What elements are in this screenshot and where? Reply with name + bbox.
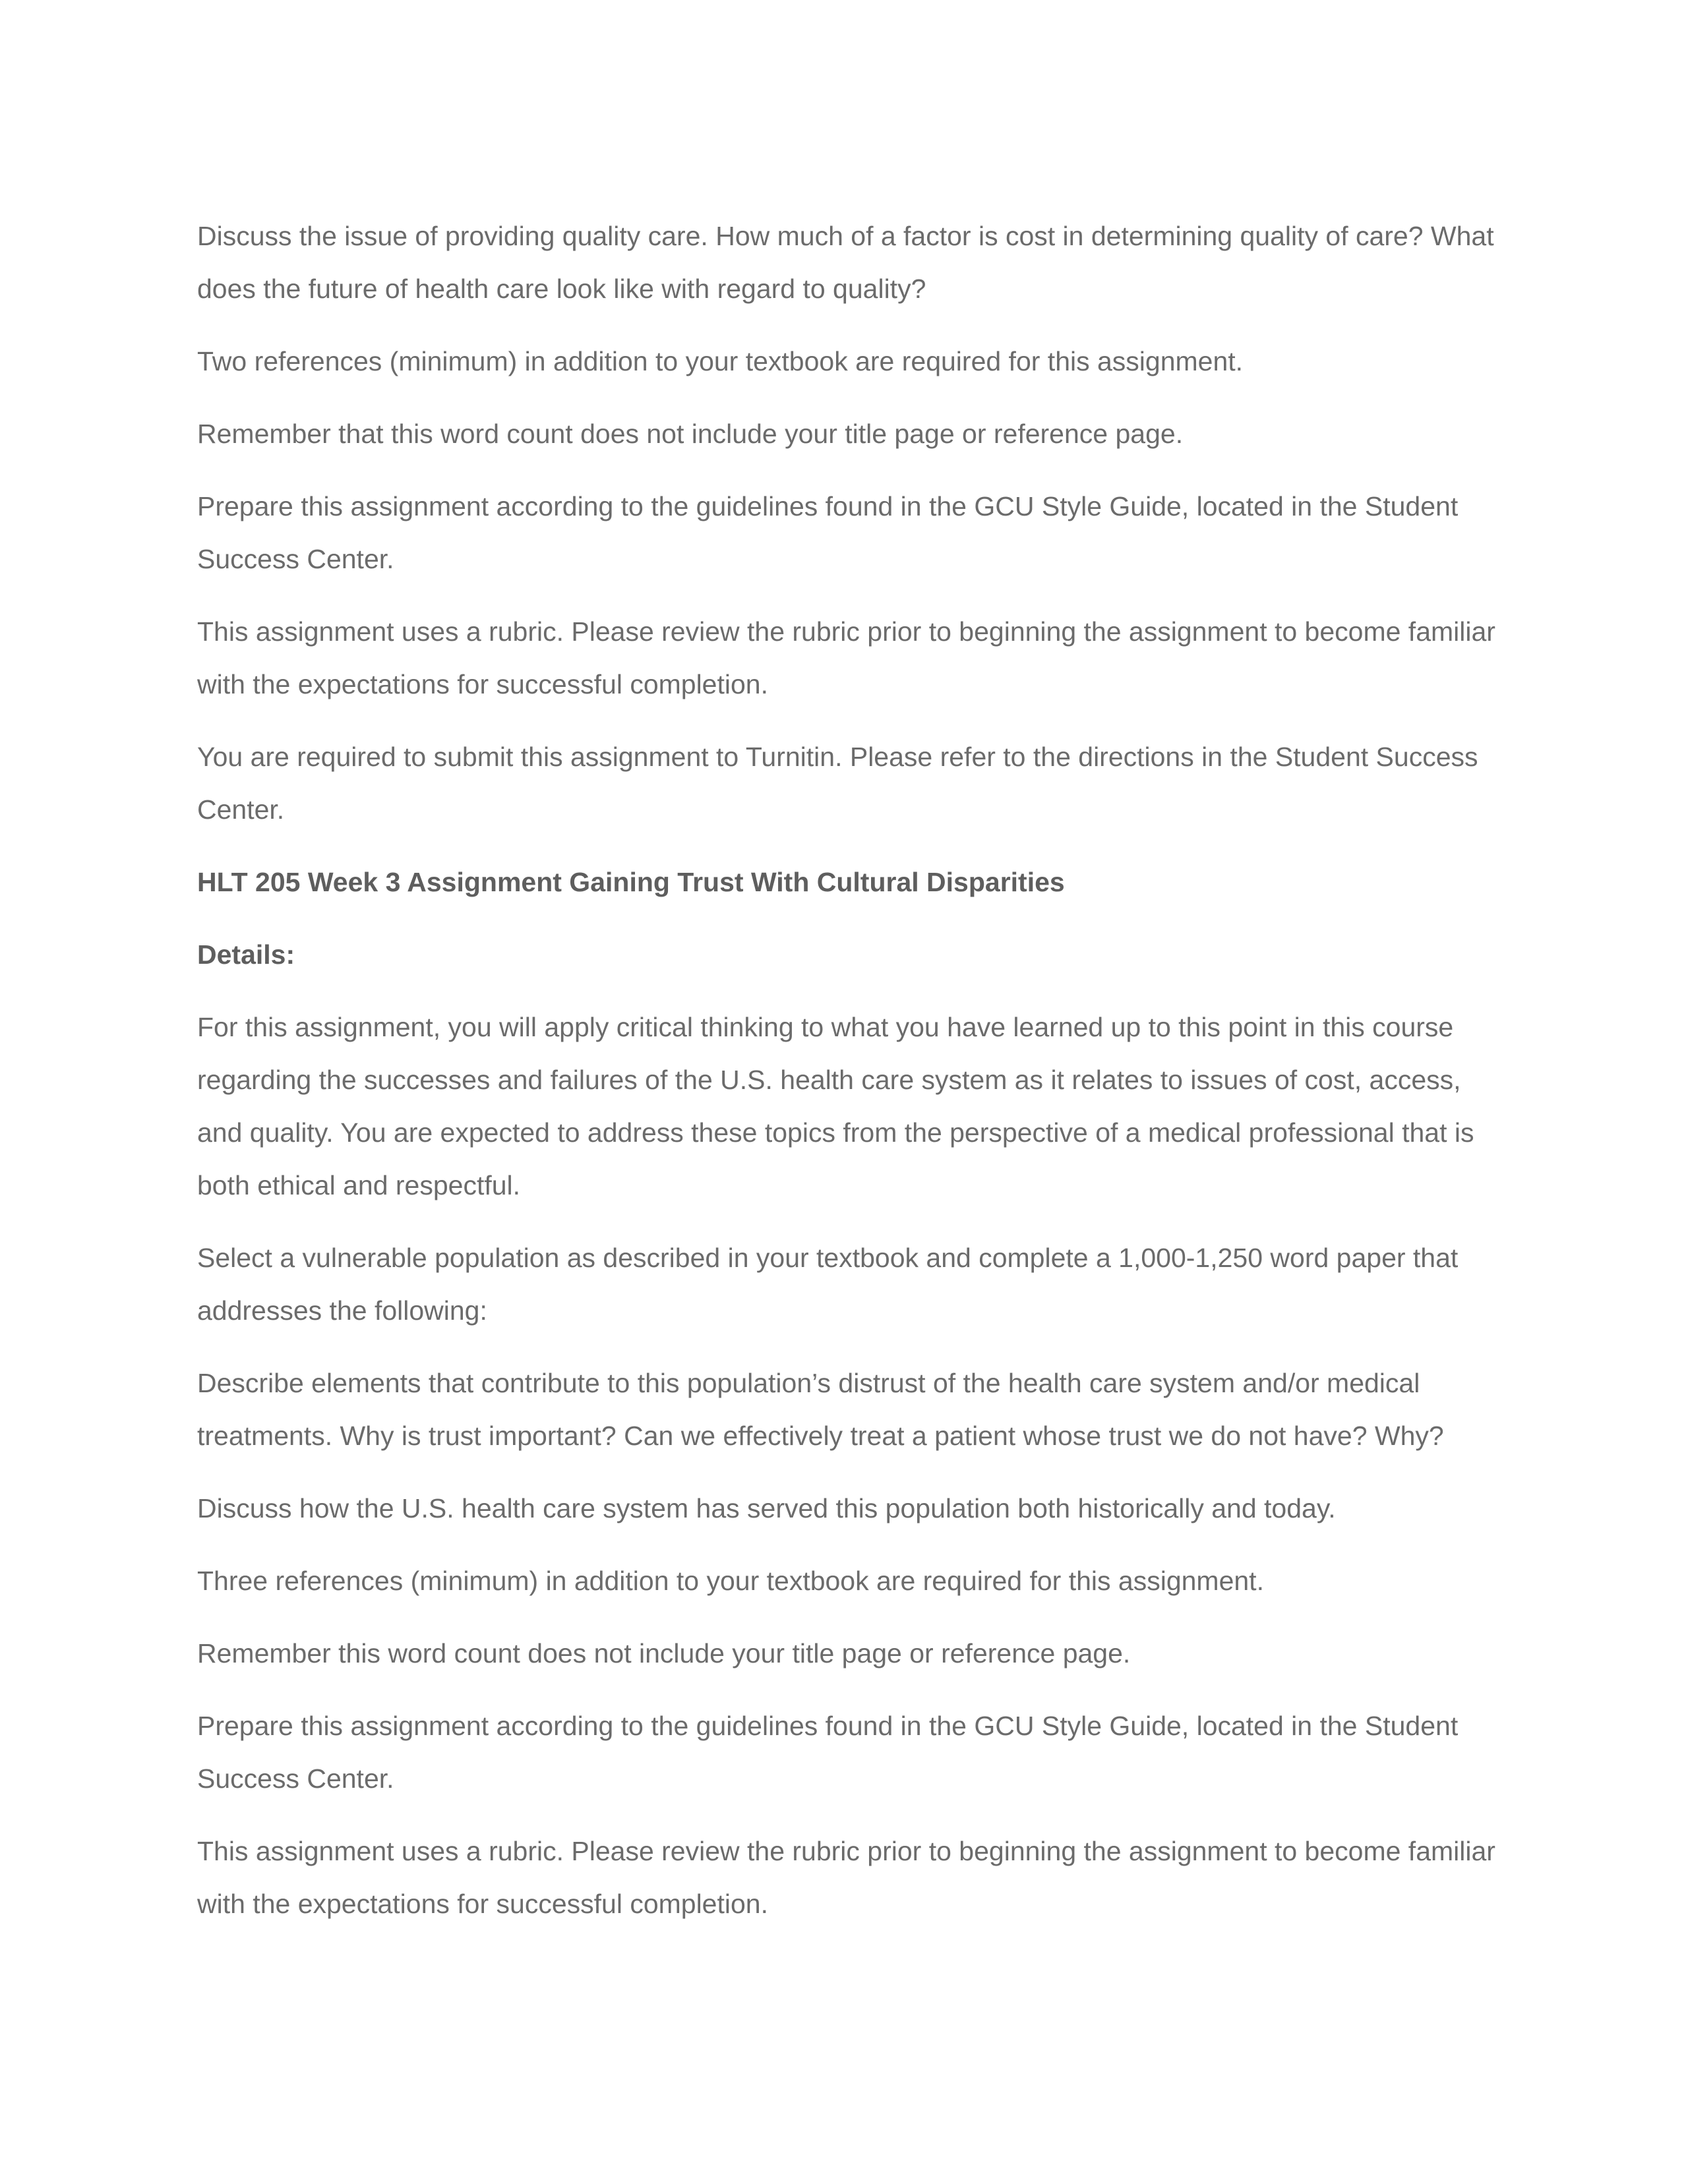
document-body (197, 210, 1503, 1950)
paragraph-vulnerable-population: Select a vulnerable population as described in your textbook and complete a 1,000-1,250 word paper that addresses the following: (197, 1243, 1459, 1326)
paragraph-quality-care: Discuss the issue of providing quality care. How much of a factor is cost in determining quality of care? What does the future of health care look like with regard to quality? (197, 221, 1494, 304)
assignment-heading: HLT 205 Week 3 Assignment Gaining Trust With Cultural Disparities (197, 867, 1065, 897)
details-heading: Details: (197, 939, 295, 970)
paragraph-references-two: Two references (minimum) in addition to your textbook are required for this assignment. (197, 346, 1244, 376)
paragraph-historical-service: Discuss how the U.S. health care system has served this population both historically and today. (197, 1493, 1336, 1523)
paragraph-style-guide-2: Prepare this assignment according to the guidelines found in the GCU Style Guide, located in the Student Success Center. (197, 1711, 1459, 1794)
paragraph-rubric: This assignment uses a rubric. Please review the rubric prior to beginning the assignment to become familiar with the expectations for successful completion. (197, 616, 1495, 699)
paragraph-rubric-2: This assignment uses a rubric. Please review the rubric prior to beginning the assignment to become familiar with the expectations for successful completion. (197, 1836, 1495, 1919)
paragraph-turnitin: You are required to submit this assignment to Turnitin. Please refer to the directions in the Student Success Center. (197, 742, 1478, 825)
paragraph-word-count-note: Remember that this word count does not include your title page or reference page. (197, 419, 1184, 449)
paragraph-word-count-reminder: Remember this word count does not include your title page or reference page. (197, 1638, 1131, 1668)
paragraph-distrust: Describe elements that contribute to this population’s distrust of the health care system and/or medical treatments. Why is trust important? Can we effectively treat a patient whose trust we do not have? Why? (197, 1368, 1444, 1451)
paragraph-style-guide: Prepare this assignment according to the guidelines found in the GCU Style Guide, located in the Student Success Center. (197, 491, 1459, 574)
paragraph-references-three: Three references (minimum) in addition to your textbook are required for this assignment. (197, 1566, 1264, 1596)
paragraph-critical-thinking: For this assignment, you will apply critical thinking to what you have learned up to this point in this course regarding the successes and failures of the U.S. health care system as it relates to issues of cost, access, and quality. You are expected to address these topics from the perspective of a medical professional that is both ethical and respectful. (197, 1012, 1474, 1200)
